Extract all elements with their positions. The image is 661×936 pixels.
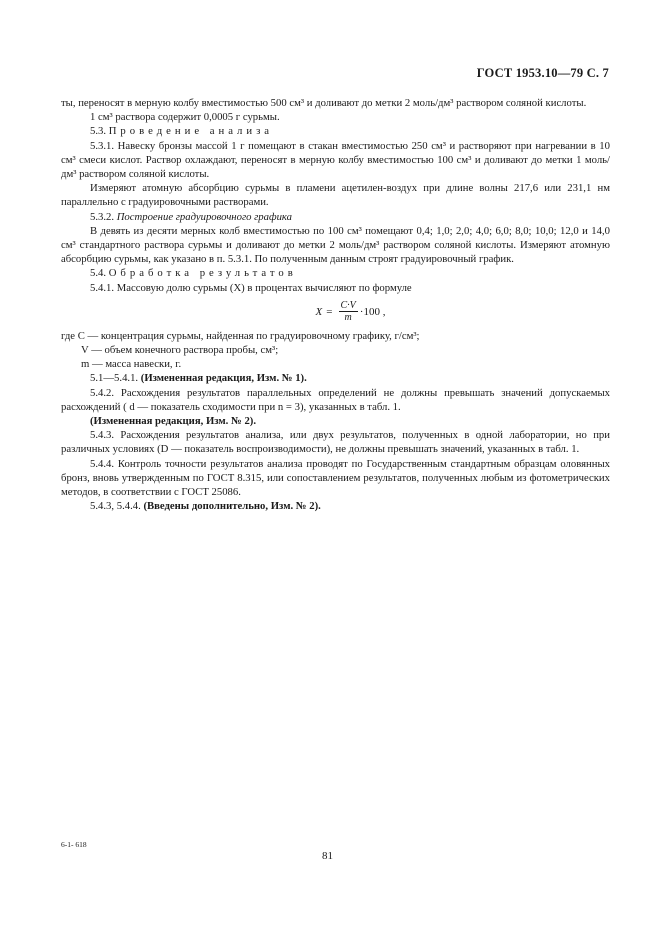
- formula-equals: =: [326, 305, 333, 318]
- paragraph-5-4-1: 5.4.1. Массовую долю сурьмы (X) в процентах вычисляют по формуле: [90, 281, 412, 294]
- formula-lhs: X: [315, 305, 323, 318]
- formula-numerator: C·V: [340, 300, 356, 312]
- section-number: 5.3.2.: [90, 210, 115, 223]
- section-heading-5-3: [61, 124, 610, 138]
- section-title: Обработка результатов: [108, 267, 297, 280]
- section-number: 5.3.: [90, 125, 107, 138]
- where-v: V — объем конечного раствора пробы, см³;: [81, 344, 279, 357]
- formula-mass-fraction: [91, 299, 610, 325]
- document-body: [61, 96, 610, 513]
- paragraph-5-3-1-measure: Измеряют атомную абсорбцию сурьмы в пламени ацетилен-воздух при длине волны 217,6 или 231,1 нм параллельно с градуировочными растворами.: [61, 182, 610, 209]
- footer-print-code: 6-1- 618: [61, 840, 87, 849]
- edition-note-2: (Измененная редакция, Изм. № 2).: [90, 415, 257, 428]
- section-number: 5.4.: [90, 267, 107, 280]
- edition-note-prefix: 5.4.3, 5.4.4.: [90, 500, 141, 513]
- paragraph-5-4-4: 5.4.4. Контроль точности результатов анализа проводят по Государственным стандартным образцам оловянных бронз, вновь утвержденным по ГОСТ 8.315, или сопоставлением результатов, полученных любым из фотометрических методов, в соответствии с ГОСТ 25086.: [61, 457, 610, 499]
- paragraph-continuation: ты, переносят в мерную колбу вместимостью 500 см³ и доливают до метки 2 моль/дм³ раствором соляной кислоты.: [61, 97, 587, 109]
- formula-denominator: m: [344, 312, 352, 324]
- section-heading-5-4: [61, 266, 610, 280]
- paragraph-5-4-3: 5.4.3. Расхождения результатов анализа, или двух результатов, полученных в одной лаборатории, но при различных условиях (D — показатель воспроизводимости), не должны превышать значений, указанных в табл. 1.: [61, 429, 610, 456]
- where-c: где C — концентрация сурьмы, найденная по градуировочному графику, г/см³;: [61, 329, 420, 342]
- edition-note-text: (Измененная редакция, Изм. № 1).: [140, 372, 307, 385]
- where-m: m — масса навески, г.: [81, 358, 182, 371]
- page-number: 81: [322, 850, 333, 862]
- paragraph-5-3-1: 5.3.1. Навеску бронзы массой 1 г помещают в стакан вместимостью 250 см³ и растворяют при нагревании в 10 см³ смеси кислот. Раствор охлаждают, переносят в мерную колбу вместимостью 100 см³ и доливают до метки 1 моль/дм³ раствором соляной кислоты.: [61, 139, 610, 181]
- page-header: ГОСТ 1953.10—79 С. 7: [476, 66, 609, 80]
- formula-rhs: ·100 ,: [359, 305, 386, 318]
- edition-note-3: [61, 499, 610, 513]
- section-title: Построение градуировочного графика: [116, 210, 292, 223]
- edition-note-text: (Введены дополнительно, Изм. № 2).: [143, 500, 321, 513]
- paragraph-concentration: 1 см³ раствора содержит 0,0005 г сурьмы.: [90, 111, 280, 124]
- section-heading-5-3-2: [61, 210, 610, 224]
- formula-fraction: [339, 300, 358, 323]
- edition-note-1: [61, 371, 610, 385]
- edition-note-prefix: 5.1—5.4.1.: [90, 372, 139, 385]
- section-title: Проведение анализа: [108, 125, 274, 138]
- paragraph-5-3-2: В девять из десяти мерных колб вместимостью по 100 см³ помещают 0,4; 1,0; 2,0; 4,0; 6,0; 8,0; 10,0; 12,0 и 14,0 см³ стандартного раствора сурьмы и доливают до метки 2 моль/дм³ раствором соляной кислоты. Измеряют атомную абсорбцию сурьмы, как указано в п. 5.3.1. По полученным данным строят градуировочный график.: [61, 224, 610, 266]
- paragraph-5-4-2: 5.4.2. Расхождения результатов параллельных определений не должны превышать значений допускаемых расхождений ( d — показатель сходимости при n = 3), указанных в табл. 1.: [61, 386, 610, 413]
